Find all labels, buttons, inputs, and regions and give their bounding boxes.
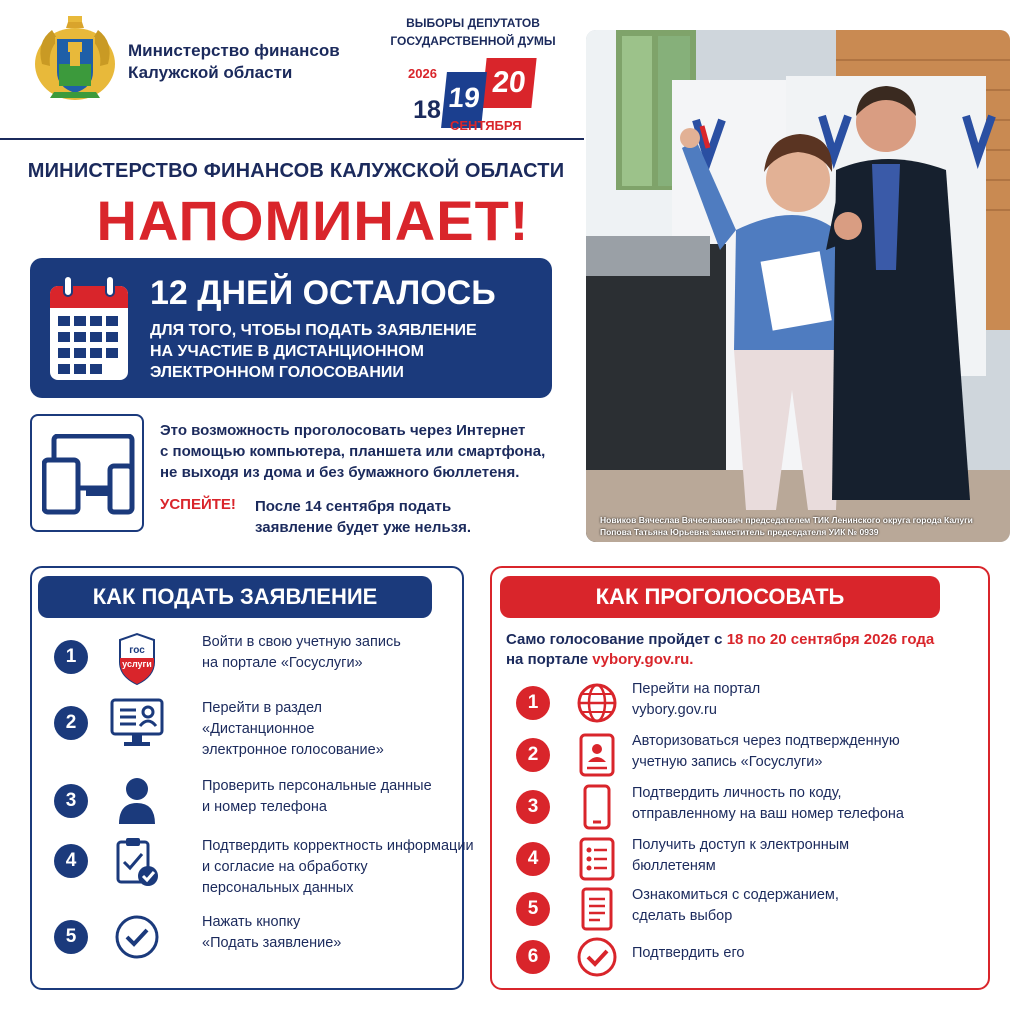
- polling-station-photo: [586, 30, 1010, 542]
- step-text-line2: и согласие на обработку: [202, 859, 368, 875]
- gosuslugi-logo: [110, 632, 164, 682]
- election-month: СЕНТЯБРЯ: [450, 118, 522, 133]
- step-number: 4: [54, 844, 88, 878]
- calendar-icon: [46, 272, 132, 384]
- step-text: [202, 698, 384, 761]
- step-text-line1: Нажать кнопку: [202, 914, 301, 930]
- photo-caption-line1: Новиков Вячеслав Вячеславович председателем ТИК Ленинского округа города Калуги: [600, 515, 973, 525]
- vote-intro: [506, 630, 934, 670]
- step-text-line2: отправленному на ваш номер телефона: [632, 806, 904, 822]
- step-text-line2: vybory.gov.ru: [632, 702, 717, 718]
- how-to-vote-panel: [490, 566, 990, 990]
- step-text-line1: Подтвердить его: [632, 945, 745, 961]
- election-day-19: 19: [441, 72, 487, 128]
- days-left-line1: ДЛЯ ТОГО, ЧТОБЫ ПОДАТЬ ЗАЯВЛЕНИЕ: [150, 322, 477, 339]
- vote-intro-dates: 18 по 20 сентября 2026 года: [726, 631, 935, 648]
- online-line3: не выходя из дома и без бумажного бюллетеня.: [160, 464, 520, 481]
- clipboard-check-icon: [110, 836, 164, 886]
- step-text: [632, 783, 904, 825]
- how-to-apply-panel: [30, 566, 474, 990]
- ministry-name-line2: Калужской области: [128, 63, 293, 82]
- step-text-line1: Перейти в раздел: [202, 700, 323, 716]
- deadline-line2: заявление будет уже нельзя.: [255, 519, 472, 536]
- step-number: 5: [516, 892, 550, 926]
- step-text-line2: «Подать заявление»: [202, 935, 342, 951]
- devices-box: [30, 414, 144, 532]
- days-left-line3: ЭЛЕКТРОННОМ ГОЛОСОВАНИИ: [150, 364, 404, 381]
- step-text-line1: Перейти на портал: [632, 681, 761, 697]
- step-text: [202, 836, 474, 899]
- step-number: 1: [516, 686, 550, 720]
- header-divider: [0, 138, 584, 140]
- ministry-name: [128, 40, 340, 84]
- step-number: 3: [516, 790, 550, 824]
- gosuslugi-logo-line1: гос: [129, 645, 145, 656]
- step-text-line1: Проверить персональные данные: [202, 778, 432, 794]
- election-title-line1: ВЫБОРЫ ДЕПУТАТОВ: [406, 16, 540, 30]
- days-left-text: [150, 320, 477, 383]
- document-icon: [574, 886, 628, 936]
- photo-caption-line2: Попова Татьяна Юрьевна заместитель председателя УИК № 0939: [600, 527, 879, 537]
- step-number: 1: [54, 640, 88, 674]
- step-text-line1: Получить доступ к электронным: [632, 837, 850, 853]
- how-to-apply-title: КАК ПОДАТЬ ЗАЯВЛЕНИЕ: [38, 576, 432, 618]
- step-text: [632, 943, 745, 964]
- ministry-name-line1: Министерство финансов: [128, 41, 340, 60]
- reminder-title: НАПОМИНАЕТ!: [96, 189, 530, 252]
- photo-scene: [586, 30, 1010, 542]
- election-day-18: 18: [413, 96, 441, 124]
- step-text-line1: Ознакомиться с содержанием,: [632, 887, 839, 903]
- globe-icon: [574, 680, 628, 730]
- photo-caption: [600, 514, 973, 538]
- step-text-line1: Войти в свою учетную запись: [202, 634, 401, 650]
- election-title-line2: ГОСУДАРСТВЕННОЙ ДУМЫ: [390, 34, 556, 48]
- vote-intro-part2: на портале: [506, 651, 593, 668]
- days-left-title: 12 ДНЕЙ ОСТАЛОСЬ: [150, 274, 496, 312]
- step-number: 5: [54, 920, 88, 954]
- id-card-icon: [574, 732, 628, 782]
- step-number: 3: [54, 784, 88, 818]
- online-line2: с помощью компьютера, планшета или смартфона,: [160, 443, 546, 460]
- days-left-line2: НА УЧАСТИЕ В ДИСТАНЦИОННОМ: [150, 343, 424, 360]
- step-number: 4: [516, 842, 550, 876]
- kaluga-coat-of-arms-logo: [32, 14, 118, 102]
- step-text-line1: Подтвердить корректность информации: [202, 838, 474, 854]
- vote-intro-site: vybory.gov.ru.: [592, 651, 694, 668]
- check-circle-icon: [110, 912, 164, 962]
- ballot-list-icon: [574, 836, 628, 886]
- gosuslugi-logo-line2: услуги: [122, 659, 152, 669]
- step-text-line2: учетную запись «Госуслуги»: [632, 754, 823, 770]
- reminder-subtitle: МИНИСТЕРСТВО ФИНАНСОВ КАЛУЖСКОЙ ОБЛАСТИ: [27, 160, 565, 182]
- step-text: [632, 731, 900, 773]
- online-line1: Это возможность проголосовать через Интернет: [160, 422, 526, 439]
- election-day-20: 20: [481, 58, 536, 108]
- step-text-line2: «Дистанционное: [202, 721, 315, 737]
- step-text-line2: бюллетеням: [632, 858, 716, 874]
- step-text-line2: на портале «Госуслуги»: [202, 655, 363, 671]
- hurry-label: УСПЕЙТЕ!: [160, 496, 236, 513]
- monitor-profile-icon: [110, 698, 164, 748]
- days-left-box: [30, 258, 552, 398]
- step-text: [202, 632, 401, 674]
- check-circle-icon: [574, 934, 628, 984]
- step-text: [202, 912, 341, 954]
- election-year: 2026: [408, 66, 437, 81]
- step-text: [202, 776, 432, 818]
- step-text-line1: Подтвердить личность по коду,: [632, 785, 842, 801]
- deadline-text: [255, 496, 471, 538]
- step-text-line2: сделать выбор: [632, 908, 733, 924]
- step-text: [632, 885, 839, 927]
- step-text-line1: Авторизоваться через подтвержденную: [632, 733, 900, 749]
- vote-intro-part1: Само голосование пройдет с: [506, 631, 727, 648]
- step-text-line3: электронное голосование»: [202, 742, 384, 758]
- person-icon: [110, 776, 164, 826]
- election-title: [388, 14, 558, 50]
- step-text-line2: и номер телефона: [202, 799, 327, 815]
- step-number: 2: [516, 738, 550, 772]
- smartphone-icon: [574, 784, 628, 834]
- deadline-line1: После 14 сентября подать: [255, 498, 452, 515]
- devices-icon: [42, 434, 136, 518]
- online-voting-description: [160, 420, 545, 483]
- election-logo: [388, 14, 558, 132]
- how-to-vote-title: КАК ПРОГОЛОСОВАТЬ: [500, 576, 940, 618]
- step-text-line3: персональных данных: [202, 880, 354, 896]
- step-text: [632, 835, 849, 877]
- step-number: 6: [516, 940, 550, 974]
- step-number: 2: [54, 706, 88, 740]
- step-text: [632, 679, 760, 721]
